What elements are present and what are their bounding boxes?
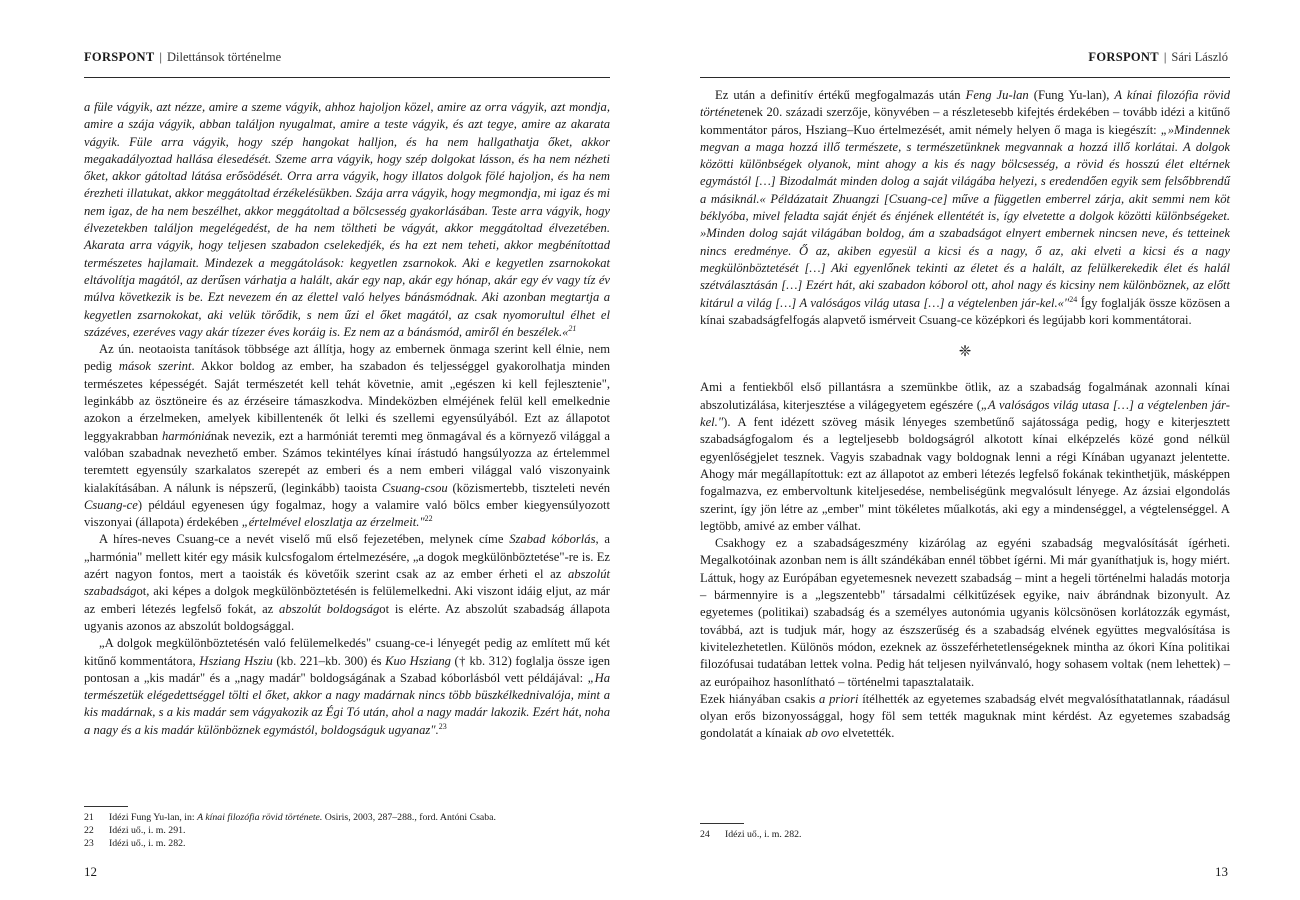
footnote: 22 Idézi uő., i. m. 291. [84, 825, 186, 837]
paragraph: „A dolgok megkülönböztetésén való felülemelkedés" csuang-ce-i lényegét pedig az említett mű két kitűnő kommentátora, Hsziang Hsziu (kb. 221–kb. 300) és Kuo Hsziang († kb. 312) foglalja össze igen pontosan a „kis madár" és a „nagy madár" boldogságának a Szabad kóborlásból vett példájával: „Ha természetük elégedettséggel tölti el őket, akkor a nagy madárnak nincs több büszkélkednivalója, mint a kis madárnak, s a kis madár sem vágyakozik az Égi Tó után, ahol a nagy madár lakozik. Ezért hát, noha a nagy és a kis madár különböznek egymástól, boldogságuk ugyanaz".$^{23}$ [84, 636, 610, 737]
footnote-rule [84, 806, 128, 807]
header-separator: | [1163, 50, 1167, 64]
paragraph: Csakhogy ez a szabadságeszmény kizárólag az egyéni szabadság megvalósítását ígérheti. Megalkotóinak azonban nem is állt szándékában ennél többet ígérni. Mi már gyaníthatjuk is, hogy miért. Láttuk, hogy az Európában egyetemesnek nevezett szabadság – mint a hegeli történelmi haladás motorja – bármennyire is a „legszentebb" társadalmi célkitűzések egyike, naiv ábrándnak bizonyult. Az egyetemes (politikai) szabadság és a személyes autonómia ugyanis kölcsönösen korlátozzák egymást, továbbá, azt is tudjuk már, hogy az észszerűség és a szabadság elvének együttes megvalósítása is kivitelezhetetlen. Különös módon, ezeknek az összeférhetetlenségeknek mintha az ókori Kína politikai filozófusai tudatában lettek volna. Pedig hát teljesen nyilvánvaló, hogy sohasem voltak (nem lehettek) – az európaihoz hasonlítható – történelmi tapasztalataik. [700, 536, 1230, 689]
journal-name: FORSPONT [1088, 50, 1159, 64]
header-rule [700, 77, 1230, 78]
page-number: 12 [84, 864, 97, 879]
block-quote: a füle vágyik, azt nézze, amire a szeme vágyik, ahhoz hajoljon közel, amire az orra vágyik, azt mondja, amire a szája vágyik, abban találjon nyugalmat, amire a teste vágyik, és azt tegye, amire az akarata vágyik. Füle arra vágyik, hogy szép hangokat halljon, és ha nem hallgathatja őket, akkor megakadályoztad hallása élesedését. Szeme arra vágyik, hogy szép dolgokat lásson, és ha nem nézheti őket, akkor gátoltad látása erősödését. Orra arra vágyik, hogy illatos dolgok fölé hajoljon, és ha nem érezheti illatukat, akkor meggátoltad érzékelésükben. Szája arra vágyik, hogy megmondja, mi igaz és mi nem igaz, de ha nem beszélhet, akkor meggátoltad a bölcsesség gyakorlásában. Teste arra vágyik, hogy élvezetekben találjon megelégedést, de ha nem töltheti be vágyát, akkor meggátoltad élvezetében. Akarata arra vágyik, hogy teljesen szabadon cselekedjék, és ha ezt nem teheti, akkor megbénítottad természetes hajlamait. Mindezek a meggátolások: kegyetlen zsarnokok. Aki e kegyetlen zsarnokokat eltávolítja magától, az derűsen várhatja a halált, akár egy nap, akár egy hónap, akár egy év vagy tíz év múlva következik is be. Ezt nevezem én az élettel való helyes bánásmódnak. Aki azonban megtartja a kegyetlen zsarnokokat, aki velük törődik, s nem űzi el őket magától, az csak nyomorultul élhet el százéves, ezeréves vagy akár tízezer éves koráig is. Ez nem az a bánásmód, amiről én beszélek.«$^{21}$ [84, 100, 610, 339]
header-separator: | [159, 50, 162, 64]
running-title: Dilettánsok történelme [166, 50, 282, 64]
running-title: Sári László [1171, 50, 1228, 64]
paragraph: A híres-neves Csuang-ce a nevét viselő mű első fejezetében, melynek címe Szabad kóborlás, a „harmónia" mellett kitér egy másik kulcsfogalom értelmezésére, „a dogok megkülönböztetése"-re is. Ez azért nagyon fontos, mert a taoisták és követőik szerint csak az az ember érheti el az abszolút szabadságot, aki képes a dolgok megkülönböztetésén is felülemelkedni. Aki viszont idáig eljut, az már az emberi létezés legfelső fokát, az abszolút boldogságot is elérte. Az abszolút szabadság állapota ugyanis azonos az abszolút boldogsággal. [84, 532, 611, 633]
page-number: 13 [1215, 864, 1228, 879]
journal-name: FORSPONT [84, 50, 155, 64]
footnote-rule [700, 823, 744, 824]
header-rule [84, 77, 610, 78]
running-header-left [84, 50, 281, 65]
footnotes-left [84, 811, 610, 851]
footnotes-right [700, 828, 1230, 841]
paragraph: Az ún. neotaoista tanítások többsége azt állítja, hogy az embernek önmaga szerint kell élnie, nem pedig mások szerint. Akkor boldog az ember, ha szabadon és teljességgel gyakorolhatja minden természetes képességét. Saját természetét kell tehát követnie, amit „egészen ki kell fejlesztenie", leginkább az ösztöneire és az érzéseire támaszkodva. Mindeközben elméjének felül kell emelkednie azokon a érzelmeken, amelyek kibillentenék őt lelki és szellemi egyensúlyából. Ezt az állapotot leggyakrabban harmóniának nevezik, ezt a harmóniát teremti meg önmagával és a környező világgal a valóban szabadnak nevezhető ember. Számos tekintélyes kínai írástudó hangsúlyozza az értelemmel teremtett egyensúly szarkalatos szerepét az emberi és a nem emberi világgal való viszonyaink kialakításában. A nálunk is népszerű, (leginkább) taoista Csuang-csou (közismertebb, tiszteleti nevén Csuang-ce) például egyenesen úgy fogalmaz, hogy a valamire való bölcs ember kiegyensúlyozott viszonyai (állapota) érdekében „értelmével eloszlatja az érzelmeit."$^{22}$ [84, 342, 611, 530]
footnote-ref: 21 [568, 323, 577, 333]
footnote: 21 Idézi Fung Yu-lan, in: A kínai filozófia rövid története. Osiris, 2003, 287–288., ford. Antóni Csaba. [84, 812, 496, 823]
running-header-right [1088, 50, 1228, 65]
footnote: 24 Idézi uő., i. m. 282. [700, 829, 802, 840]
right-body-text [700, 87, 1230, 743]
paragraph: Ezek hiányában csakis a priori ítélhették az egyetemes szabadság elvét megvalósíthatatlannak, ráadásul olyan erős bizonyossággal, hogy föl sem tették maguknak mint kérdést. Az egyetemes szabadság gondolatát a kínaiak ab ovo elvetették. [700, 691, 1230, 741]
footnote-ref: 22 [424, 513, 433, 523]
footnote-ref: 24 [1069, 294, 1078, 304]
right-page [650, 0, 1300, 900]
paragraph: Ami a fentiekből első pillantásra a szemünkbe ötlik, az a szabadság fogalmának azonnali kínai abszolutizálása, kiterjesztése a világegyetem egészére („A valóságos világ utasa […] a végtelenben jár-kel."). A fent idézett szöveg másik lényeges szembetűnő sajátossága pedig, hogy e kiterjesztett szabadságfogalom és a legteljesebb boldogságról alkotott kínai elképzelés közé gond nélkül egyenlőségjelet tesznek. Vagyis szabadnak vagy boldognak lenni a régi Kínában ugyanazt jelentette. Ahogy már megállapítottuk: ezt az állapotot az emberi létezés legfelső fokának tekinthetjük, másképpen fogalmazva, ez embervoltunk kiteljesedése, nembeliségünk megvalósult lényege. Az ázsiai elgondolás szerint, így jön létre az „ember" mint tökéletes műalkotás, aki egy a mindenséggel, a végtelenséggel. A legtöbb, amivé az ember válhat. [700, 380, 1230, 533]
left-body-text [84, 99, 610, 739]
footnote-ref: 23 [438, 721, 447, 731]
footnote: 23 Idézi uő., i. m. 282. [84, 838, 186, 850]
paragraph: Ez után a definitív értékű megfogalmazás után Feng Ju-lan (Fung Yu-lan), A kínai filozófia rövid történetenek 20. századi szerzője, könyvében – a részletesebb kifejtés érdekében – tovább idézi a kitűnő kommentátor páros, Hsziang–Kuo értelmezését, amit némely helyen ő maga is kiegészít: „»Mindennek megvan a maga hozzá illő természete, s természetünknek megvannak a hozzá illő korlátai. A dolgok közötti különbségek olyanok, mint ahogy a kis és nagy bölcsesség, a rövid és hosszú élet eltérnek egymástól […] Bizodalmát minden dolog a saját világába helyezi, s eredendően egyik sem felsőbbrendű a másiknál.« Példázatait Zhuangzi [Csuang-ce] műve a független emberrel zárja, akit semmi nem köt béklyóba, mivel feladta saját énjét és énjének ellentétét is, így elvetette a dolgok közötti különbségeket. »Minden dolog saját világában boldog, ám a szabadságot elnyert embernek nincsen neve, és tetteinek nincs eredménye. Ő az, akiben egyesül a kicsi és a nagy, ő az, aki elveti a kicsi és a nagy megkülönböztetését […] Aki egyenlőnek tekinti az életet és a halált, az felülkerekedik élet és halál szétválasztásán […] Ezért hát, aki szabadon kóborol ott, ahol nagy és kicsiny nem különböznek, az előtt kitárul a világ […] A valóságos világ utasa […] a végtelenben jár-kel.«"$^{24}$ Így foglalják össze közösen a kínai szabadságfelfogás alapvető ismérveit Csuang-ce középkori és legújabb kori kommentátorai. [700, 88, 1231, 327]
section-ornament: ❈ [958, 344, 972, 361]
